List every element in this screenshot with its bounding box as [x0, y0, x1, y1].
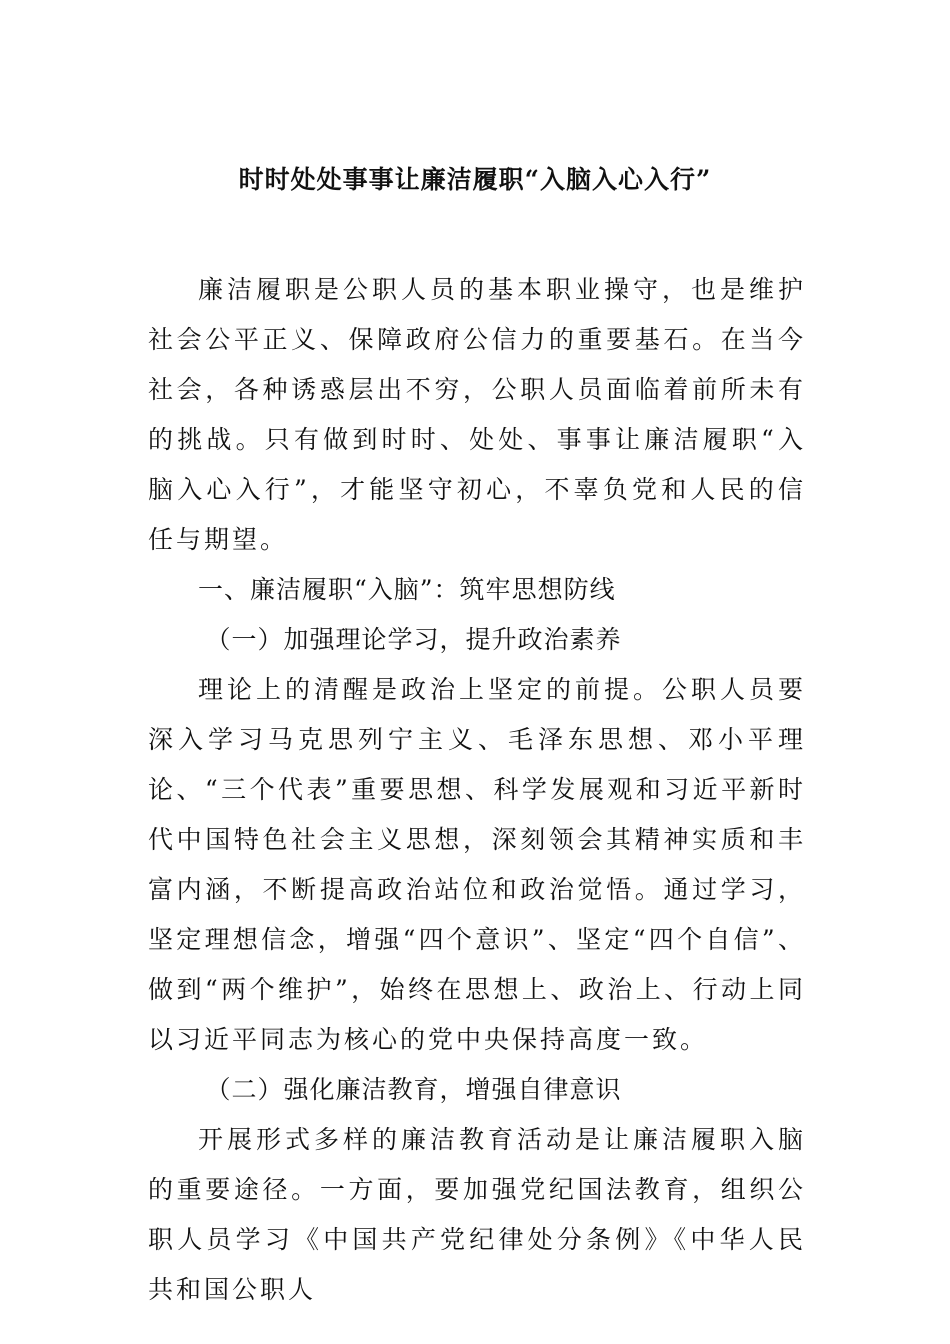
subsection-heading-2: （二）强化廉洁教育，增强自律意识 — [205, 1075, 622, 1104]
subsection-heading-1: （一）加强理论学习，提升政治素养 — [205, 625, 622, 654]
education-paragraph: 开展形式多样的廉洁教育活动是让廉洁履职入脑的重要途径。一方面，要加强党纪国法教育，组织公职人员学习《中国共产党纪律处分条例》《中华人民共和国公职人 — [148, 1125, 806, 1304]
section-heading-1: 一、廉洁履职“入脑”：筑牢思想防线 — [198, 575, 616, 604]
intro-paragraph: 廉洁履职是公职人员的基本职业操守，也是维护社会公平正义、保障政府公信力的重要基石。在当今社会，各种诱惑层出不穷，公职人员面临着前所未有的挑战。只有做到时时、处处、事事让廉洁履职“入脑入心入行”，才能坚守初心，不辜负党和人民的信任与期望。 — [148, 275, 806, 554]
document-title: 时时处处事事让廉洁履职“入脑入心入行” — [238, 165, 712, 194]
document-body — [148, 265, 806, 1315]
theory-paragraph: 理论上的清醒是政治上坚定的前提。公职人员要深入学习马克思列宁主义、毛泽东思想、邓小平理论、“三个代表”重要思想、科学发展观和习近平新时代中国特色社会主义思想，深刻领会其精神实质和丰富内涵，不断提高政治站位和政治觉悟。通过学习，坚定理想信念，增强“四个意识”、坚定“四个自信”、做到“两个维护”，始终在思想上、政治上、行动上同以习近平同志为核心的党中央保持高度一致。 — [148, 675, 806, 1054]
